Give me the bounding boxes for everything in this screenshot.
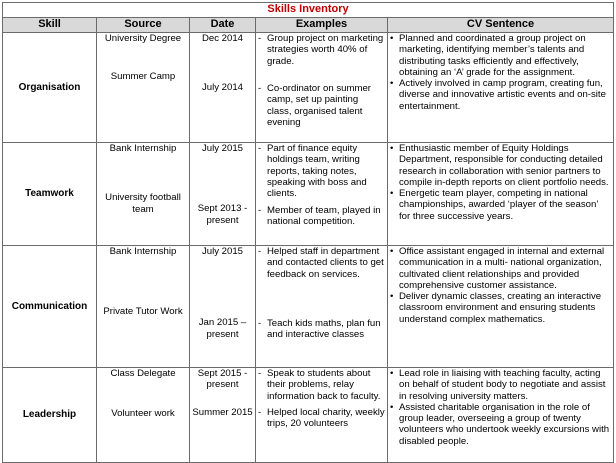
source-entry: University Degree bbox=[104, 33, 182, 44]
date-entry: July 2015 bbox=[201, 143, 244, 154]
table-row bbox=[3, 368, 614, 463]
skill-leadership: Leadership bbox=[3, 368, 97, 463]
date-cell bbox=[190, 246, 256, 368]
date-entry: Summer 2015 bbox=[192, 406, 253, 418]
cv-entry: Enthusiastic member of Equity Holdings Department, responsible for conducting detailed research in collaboration with senior partners to compile in-depth reports on client portfolio needs. bbox=[399, 143, 609, 188]
source-cell bbox=[97, 33, 190, 143]
skill-teamwork: Teamwork bbox=[3, 143, 97, 246]
example-entry: Helped staff in department and contacted clients to get feedback on services. bbox=[267, 246, 384, 280]
date-cell bbox=[190, 33, 256, 143]
date-cell bbox=[190, 143, 256, 246]
example-entry: Group project on marketing strategies worth 40% of grade. bbox=[267, 33, 384, 67]
table-row bbox=[3, 246, 614, 368]
date-entry: Sept 2013 - present bbox=[197, 203, 248, 226]
cv-entry: Energetic team player, competing in national championships, awarded ‘player of the season’ for three successive years. bbox=[399, 188, 599, 222]
date-entry: July 2014 bbox=[201, 82, 244, 94]
header-source: Source bbox=[97, 18, 190, 33]
date-entry: Dec 2014 bbox=[201, 33, 244, 44]
source-entry: Summer Camp bbox=[110, 71, 176, 83]
cv-cell: • Planned and coordinated a group project on marketing, identifying member’s talents and distributing tasks efficiently and effectively, obtaining an ‘A’ grade for the assignment. • Actively involved in camp program, creating fun, diverse and innovative artistic events and on-site entertainment. bbox=[388, 33, 614, 143]
source-entry: Bank Internship bbox=[109, 143, 177, 154]
source-entry: Private Tutor Work bbox=[103, 306, 183, 318]
examples-cell: - Helped staff in department and contacted clients to get feedback on services. - Teach kids maths, plan fun and interactive classes bbox=[256, 246, 388, 368]
date-entry: July 2015 bbox=[201, 246, 244, 257]
table-row bbox=[3, 33, 614, 143]
examples-cell: - Group project on marketing strategies worth 40% of grade. - Co-ordinator on summer camp, set up painting class, organised talent evening bbox=[256, 33, 388, 143]
cv-entry: Deliver dynamic classes, creating an interactive classroom environment and ensuring students understand complex mathematics. bbox=[399, 291, 602, 325]
cv-entry: Actively involved in camp program, creating fun, diverse and innovative artistic events and on-site entertainment. bbox=[399, 78, 606, 112]
source-entry: Class Delegate bbox=[110, 368, 176, 379]
table-title: Skills Inventory bbox=[3, 3, 614, 18]
source-cell bbox=[97, 143, 190, 246]
example-entry: Speak to students about their problems, relay information back to faculty. bbox=[267, 368, 381, 402]
example-entry: Part of finance equity holdings team, writing reports, taking notes, speaking with boss and clients. bbox=[267, 143, 367, 200]
source-entry: University football team bbox=[105, 192, 181, 215]
skill-communication: Communication bbox=[3, 246, 97, 368]
skill-organisation: Organisation bbox=[3, 33, 97, 143]
cv-entry: Planned and coordinated a group project on marketing, identifying member’s talents and distributing tasks efficiently and effectively, obtaining an ‘A’ grade for the assignment. bbox=[399, 33, 586, 78]
cv-entry: Assisted charitable organisation in the role of group leader, overseeing a group of twenty volunteers who undertook weekly excursions with disabled people. bbox=[399, 401, 610, 447]
cv-entry: Office assistant engaged in internal and external communication in a multi- national organization, cultivated client relationships and provided comprehensive customer assistance. bbox=[399, 246, 605, 291]
source-entry: Volunteer work bbox=[111, 408, 175, 420]
date-entry: Jan 2015 – present bbox=[198, 317, 247, 340]
example-entry: Teach kids maths, plan fun and interactive classes bbox=[267, 318, 381, 341]
cv-cell: • Office assistant engaged in internal and external communication in a multi- national organization, cultivated client relationships and provided comprehensive customer assistance. • Deliver dynamic classes, creating an interactive classroom environment and ensuring students understand complex mathematics. bbox=[388, 246, 614, 368]
header-cv-sentence: CV Sentence bbox=[388, 18, 614, 33]
skills-inventory-sheet bbox=[2, 2, 613, 463]
date-cell bbox=[190, 368, 256, 463]
header-examples: Examples bbox=[256, 18, 388, 33]
example-entry: Member of team, played in national competition. bbox=[267, 205, 381, 228]
example-entry: Helped local charity, weekly trips, 20 volunteers bbox=[267, 407, 385, 430]
example-entry: Co-ordinator on summer camp, set up painting class, organised talent evening bbox=[267, 83, 371, 128]
source-cell bbox=[97, 246, 190, 368]
skills-table bbox=[2, 2, 614, 463]
examples-cell: - Speak to students about their problems, relay information back to faculty. - Helped local charity, weekly trips, 20 volunteers bbox=[256, 368, 388, 463]
table-row bbox=[3, 143, 614, 246]
cv-cell: • Lead role in liaising with teaching faculty, acting on behalf of student body to negotiate and assist in resolving university matters. • Assisted charitable organisation in the role of group leader, overseeing a group of twenty volunteers who undertook weekly excursions with disabled people. bbox=[388, 368, 614, 463]
examples-cell: - Part of finance equity holdings team, writing reports, taking notes, speaking with boss and clients. - Member of team, played in national competition. bbox=[256, 143, 388, 246]
header-skill: Skill bbox=[3, 18, 97, 33]
cv-cell: • Enthusiastic member of Equity Holdings Department, responsible for conducting detailed research in collaboration with senior partners to compile in-depth reports on client portfolio needs. • Energetic team player, competing in national championships, awarded ‘player of the season’ for three successive years. bbox=[388, 143, 614, 246]
source-entry: Bank Internship bbox=[109, 246, 177, 257]
date-entry: Sept 2015 - present bbox=[197, 368, 248, 391]
cv-entry: Lead role in liaising with teaching faculty, acting on behalf of student body to negotiate and assist in resolving university matters. bbox=[399, 368, 606, 402]
header-date: Date bbox=[190, 18, 256, 33]
source-cell bbox=[97, 368, 190, 463]
